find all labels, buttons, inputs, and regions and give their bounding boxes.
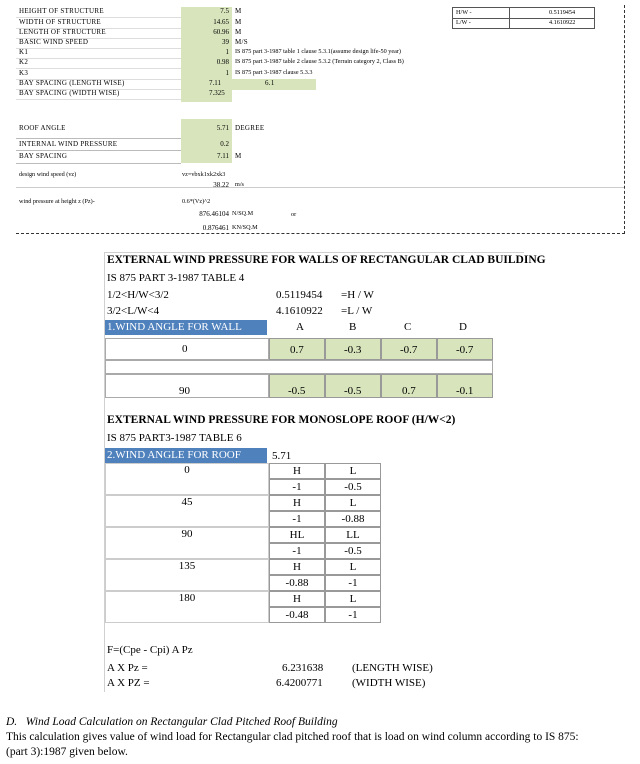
roof-angle-cell: 135 <box>105 559 269 591</box>
pressure-or: or <box>291 211 297 218</box>
roof-cpe-a: H <box>269 591 325 607</box>
roof-angle-cell: 90 <box>105 527 269 559</box>
roof-angle-value: 5.71 <box>216 124 229 132</box>
col-b-header: B <box>349 321 357 333</box>
roof-cpe-c: -0.48 <box>269 607 325 623</box>
design-speed-unit: m/s <box>235 181 244 188</box>
roof-angle-cell: 0 <box>105 463 269 495</box>
axpz-width-value: 6.4200771 <box>276 677 323 689</box>
roof-cpe-b: L <box>325 591 381 607</box>
param-label: BAY SPACING (WIDTH WISE) <box>19 89 120 97</box>
roof-cpe-b: L <box>325 463 381 479</box>
walls-title: EXTERNAL WIND PRESSURE FOR WALLS OF RECTANGULAR CLAD BUILDING <box>107 254 546 266</box>
param-unit: 6.1 <box>265 79 275 87</box>
param-label: LENGTH OF STRUCTURE <box>19 28 106 36</box>
roof-title: EXTERNAL WIND PRESSURE FOR MONOSLOPE ROOF (H/W<2) <box>107 414 456 426</box>
roof-angle-header: 2.WIND ANGLE FOR ROOF <box>105 448 267 463</box>
design-speed-value: 38.22 <box>213 181 229 189</box>
roof-cpe-d: -0.5 <box>325 543 381 559</box>
roof-cpe-d: -0.88 <box>325 511 381 527</box>
roof-cpe-d: -0.5 <box>325 479 381 495</box>
param-label: HEIGHT OF STRUCTURE <box>19 7 104 15</box>
param-label: K3 <box>19 69 29 77</box>
walls-cond1: 1/2<H/W<3/2 <box>107 289 169 301</box>
param-unit: IS 875 part 3-1987 clause 5.3.3 <box>235 69 313 76</box>
walls-cond2-eq: =L / W <box>341 305 373 317</box>
axpz-length-value: 6.231638 <box>282 662 324 674</box>
param-value: 1 <box>225 69 229 77</box>
ratio-box <box>452 7 595 29</box>
roof-cpe-c: -1 <box>269 511 325 527</box>
param-unit: IS 875 part 3-1987 table 2 clause 5.3.2 (Terrain category 2, Class B) <box>235 58 404 65</box>
walls-cond1-value: 0.5119454 <box>276 289 323 301</box>
roof-cpe-d: -1 <box>325 607 381 623</box>
roof-cpe-a: H <box>269 495 325 511</box>
wall-90-d: -0.1 <box>456 385 474 397</box>
param-unit: M <box>235 7 242 15</box>
roof-cpe-c: -1 <box>269 479 325 495</box>
param-unit: IS 875 part 3-1987 table 1 clause 5.3.1(assume design life-50 year) <box>235 48 401 55</box>
pressure-unit-2: KN/SQ.M <box>232 224 258 231</box>
param-value: 1 <box>225 48 229 56</box>
walls-cond2-value: 4.1610922 <box>276 305 323 317</box>
walls-cond2: 3/2<L/W<4 <box>107 305 160 317</box>
param-unit: M <box>235 28 242 36</box>
roof-angle-cell: 45 <box>105 495 269 527</box>
pressure-label: wind pressure at height z (Pz)- <box>19 198 95 205</box>
force-formula: F=(Cpe - Cpi) A Pz <box>107 644 193 656</box>
param-label: K2 <box>19 58 29 66</box>
wall-90-b: -0.5 <box>344 385 362 397</box>
param-label: BASIC WIND SPEED <box>19 38 89 46</box>
axpz-length-label: A X Pz = <box>107 662 148 674</box>
walls-ref: IS 875 PART 3-1987 TABLE 4 <box>107 272 245 284</box>
wall-0-c: -0.7 <box>400 344 418 356</box>
wall-0-a: 0.7 <box>290 344 304 356</box>
col-a-header: A <box>296 321 304 333</box>
roof-cpe-a: H <box>269 559 325 575</box>
hw-label: H/W - <box>456 9 472 16</box>
lw-label: L/W - <box>456 19 471 26</box>
bay-spacing-label: BAY SPACING <box>19 152 68 160</box>
roof-cpe-a: HL <box>269 527 325 543</box>
pressure-value-2: 0.876461 <box>202 224 229 232</box>
internal-pressure-value: 0.2 <box>220 140 229 148</box>
axpz-length-note: (LENGTH WISE) <box>352 662 433 674</box>
pressure-unit-1: N/SQ.M <box>232 210 254 217</box>
parameters-sheet <box>16 5 625 234</box>
param-value: 60.96 <box>213 28 229 36</box>
col-c-header: C <box>404 321 412 333</box>
param-unit: M/S <box>235 38 248 46</box>
section-body-2: (part 3):1987 given below. <box>6 746 128 758</box>
param-value: 7.325 <box>209 89 225 97</box>
roof-cpe-c: -1 <box>269 543 325 559</box>
wall-90-c: 0.7 <box>402 385 416 397</box>
lw-value: 4.1610922 <box>549 19 576 26</box>
param-label: K1 <box>19 48 29 56</box>
roof-cpe-a: H <box>269 463 325 479</box>
wind-pressure-sheet <box>104 252 546 692</box>
pressure-value-1: 876.46104 <box>199 210 229 218</box>
wall-90-a: -0.5 <box>288 385 306 397</box>
roof-cpe-c: -0.88 <box>269 575 325 591</box>
param-label: WIDTH OF STRUCTURE <box>19 18 102 26</box>
internal-pressure-label: INTERNAL WIND PRESSURE <box>19 140 118 148</box>
roof-cpe-d: -1 <box>325 575 381 591</box>
bay-spacing-unit: M <box>235 152 242 160</box>
hw-value: 0.5119454 <box>549 9 576 16</box>
wall-0-d: -0.7 <box>456 344 474 356</box>
design-speed-formula: vz=vbxk1xk2xk3 <box>182 171 226 178</box>
wall-row-90-angle: 90 <box>105 374 269 398</box>
section-body-1: This calculation gives value of wind load for Rectangular clad pitched roof that is load on wind column according to IS 875: <box>6 731 579 743</box>
roof-angle-label: ROOF ANGLE <box>19 124 66 132</box>
param-value: 0.98 <box>216 58 229 66</box>
roof-cpe-b: L <box>325 559 381 575</box>
wall-angle-header: 1.WIND ANGLE FOR WALL <box>105 320 267 335</box>
roof-angle-value-cell: 5.71 <box>272 450 292 462</box>
pressure-formula: 0.6*(Vz)^2 <box>182 198 211 205</box>
roof-angle-cell: 180 <box>105 591 269 623</box>
param-value: 7.5 <box>220 7 229 15</box>
param-value: 7.11 <box>209 79 221 87</box>
param-value: 14.65 <box>213 18 229 26</box>
wall-row-0-angle: 0 <box>105 338 269 360</box>
col-d-header: D <box>459 321 467 333</box>
walls-cond1-eq: =H / W <box>341 289 374 301</box>
bay-spacing-value: 7.11 <box>217 152 229 160</box>
axpz-width-note: (WIDTH WISE) <box>352 677 426 689</box>
roof-ref: IS 875 PART3-1987 TABLE 6 <box>107 432 242 444</box>
param-unit: M <box>235 18 242 26</box>
roof-cpe-b: L <box>325 495 381 511</box>
axpz-width-label: A X PZ = <box>107 677 150 689</box>
design-speed-label: design wind speed (vz) <box>19 171 77 178</box>
wall-0-b: -0.3 <box>344 344 362 356</box>
param-label: BAY SPACING (LENGTH WISE) <box>19 79 125 87</box>
param-value: 39 <box>222 38 229 46</box>
section-heading: D. Wind Load Calculation on Rectangular Clad Pitched Roof Building <box>6 716 338 728</box>
roof-cpe-b: LL <box>325 527 381 543</box>
roof-angle-unit: DEGREE <box>235 124 265 132</box>
